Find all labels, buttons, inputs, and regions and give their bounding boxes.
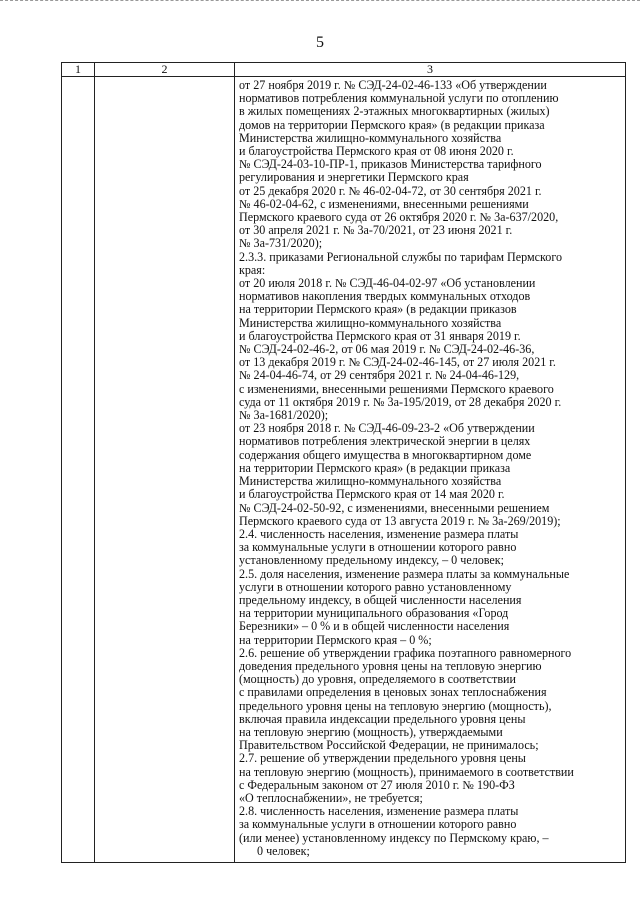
text-line: от 27 ноября 2019 г. № СЭД-24-02-46-133 «Об утверждении <box>239 78 547 92</box>
text-line: 2.7. решение об утверждении предельного уровня цены <box>239 751 526 766</box>
text-line: за коммунальные услуги в отношении которого равно <box>239 540 517 555</box>
text-line: № 3а-1681/2020); <box>239 408 329 423</box>
text-line: 0 человек; <box>257 843 310 858</box>
text-line: от 30 апреля 2021 г. № 3а-70/2021, от 23 июня 2021 г. <box>239 223 513 238</box>
text-line: и благоустройства Пермского края от 08 июня 2020 г. <box>239 144 514 159</box>
text-line: № СЭД-24-02-46-2, от 06 мая 2019 г. № СЭД-24-02-46-36, <box>239 342 535 357</box>
text-line: № 3а-731/2020); <box>239 236 323 251</box>
text-line: с изменениями, внесенными решениями Пермского краевого <box>239 381 554 396</box>
text-line: № 24-04-46-74, от 29 сентября 2021 г. № 24-04-46-129, <box>239 368 520 383</box>
text-line: на тепловую энергию (мощность), утверждаемыми <box>239 724 503 739</box>
text-line: на территории Пермского края» (в редакции приказа <box>239 460 511 475</box>
text-line: предельного уровня цены на тепловую энергию (мощность), <box>239 698 552 713</box>
body-cell-3 <box>235 77 626 863</box>
header-cell-2: 2 <box>95 63 235 77</box>
text-line: от 20 июля 2018 г. № СЭД-46-04-02-97 «Об установлении <box>239 276 536 291</box>
table-header-row <box>62 63 626 77</box>
text-line: от 13 декабря 2019 г. № СЭД-24-02-46-145, от 27 июля 2021 г. <box>239 355 556 370</box>
body-cell-1 <box>62 77 95 863</box>
text-line: установленному предельному индексу, – 0 человек; <box>239 553 505 568</box>
scan-top-edge <box>0 0 640 5</box>
table-body-row <box>62 77 626 863</box>
text-line: услуги в отношении которого равно установленному <box>239 579 512 594</box>
text-line: 2.3.3. приказами Региональной службы по тарифам Пермского <box>239 249 563 264</box>
text-line: и благоустройства Пермского края от 31 января 2019 г. <box>239 328 521 343</box>
text-line: на территории Пермского края – 0 %; <box>239 632 432 647</box>
text-line: регулирования и энергетики Пермского края <box>239 170 469 185</box>
header-cell-3: 3 <box>235 63 626 77</box>
text-line: 2.6. решение об утверждении графика поэтапного равномерного <box>239 645 572 660</box>
header-cell-1: 1 <box>62 63 95 77</box>
text-line: Министерства жилищно-коммунального хозяйства <box>239 474 502 489</box>
text-line: содержания общего имущества в многоквартирном доме <box>239 447 532 462</box>
text-line: домов на территории Пермского края» (в редакции приказа <box>239 117 545 132</box>
text-line: Министерства жилищно-коммунального хозяйства <box>239 130 502 145</box>
text-line: Министерства жилищно-коммунального хозяйства <box>239 315 502 330</box>
text-line: № СЭД-24-03-10-ПР-1, приказов Министерства тарифного <box>239 157 542 172</box>
text-line: на территории Пермского края» (в редакции приказов <box>239 302 517 317</box>
text-line: (мощность) до уровня, определяемого в соответствии <box>239 672 516 687</box>
text-line: № 46-02-04-62, с изменениями, внесенными решениями <box>239 196 529 211</box>
document-table <box>61 62 626 863</box>
text-line: «О теплоснабжении», не требуется; <box>239 790 423 805</box>
text-line: суда от 11 октября 2019 г. № 3а-195/2019, от 28 декабря 2020 г. <box>239 394 562 409</box>
text-line: края: <box>239 262 266 277</box>
text-line: Правительством Российской Федерации, не принималось; <box>239 738 539 753</box>
text-line: включая правила индексации предельного уровня цены <box>239 711 526 726</box>
text-line: Березники» – 0 % и в общей численности населения <box>239 619 510 634</box>
text-line: № СЭД-24-02-50-92, с изменениями, внесенными решением <box>239 500 550 515</box>
text-line: нормативов потребления электрической энергии в целях <box>239 434 531 449</box>
text-line: 2.4. численность населения, изменение размера платы <box>239 526 519 541</box>
text-line: предельному индексу, в общей численности населения <box>239 592 522 607</box>
body-cell-2 <box>95 77 235 863</box>
text-line: и благоустройства Пермского края от 14 мая 2020 г. <box>239 487 505 502</box>
text-line: нормативов накопления твердых коммунальных отходов <box>239 289 531 304</box>
text-line: с правилами определения в ценовых зонах теплоснабжения <box>239 685 547 700</box>
text-line: в жилых помещениях 2-этажных многоквартирных (жилых) <box>239 104 550 119</box>
text-line: за коммунальные услуги в отношении которого равно <box>239 817 517 832</box>
text-line: Пермского краевого суда от 26 октября 2020 г. № 3а-637/2020, <box>239 210 559 225</box>
text-line: от 23 ноября 2018 г. № СЭД-46-09-23-2 «Об утверждении <box>239 421 535 436</box>
text-line: с Федеральным законом от 27 июля 2010 г. № 190-ФЗ <box>239 777 515 792</box>
text-line: Пермского краевого суда от 13 августа 2019 г. № 3а-269/2019); <box>239 513 561 528</box>
text-line: (или менее) установленному индексу по Пермскому краю, – <box>239 830 549 845</box>
text-line: нормативов потребления коммунальной услуги по отоплению <box>239 91 559 106</box>
text-block <box>239 79 621 858</box>
text-line: на тепловую энергию (мощность), принимаемого в соответствии <box>239 764 574 779</box>
text-line: доведения предельного уровня цены на тепловую энергию <box>239 658 542 673</box>
text-line: на территории муниципального образования «Город <box>239 606 509 621</box>
text-line: 2.5. доля населения, изменение размера платы за коммунальные <box>239 566 570 581</box>
page-number: 5 <box>316 34 324 51</box>
text-line: от 25 декабря 2020 г. № 46-02-04-72, от 30 сентября 2021 г. <box>239 183 542 198</box>
text-line: 2.8. численность населения, изменение размера платы <box>239 804 519 819</box>
